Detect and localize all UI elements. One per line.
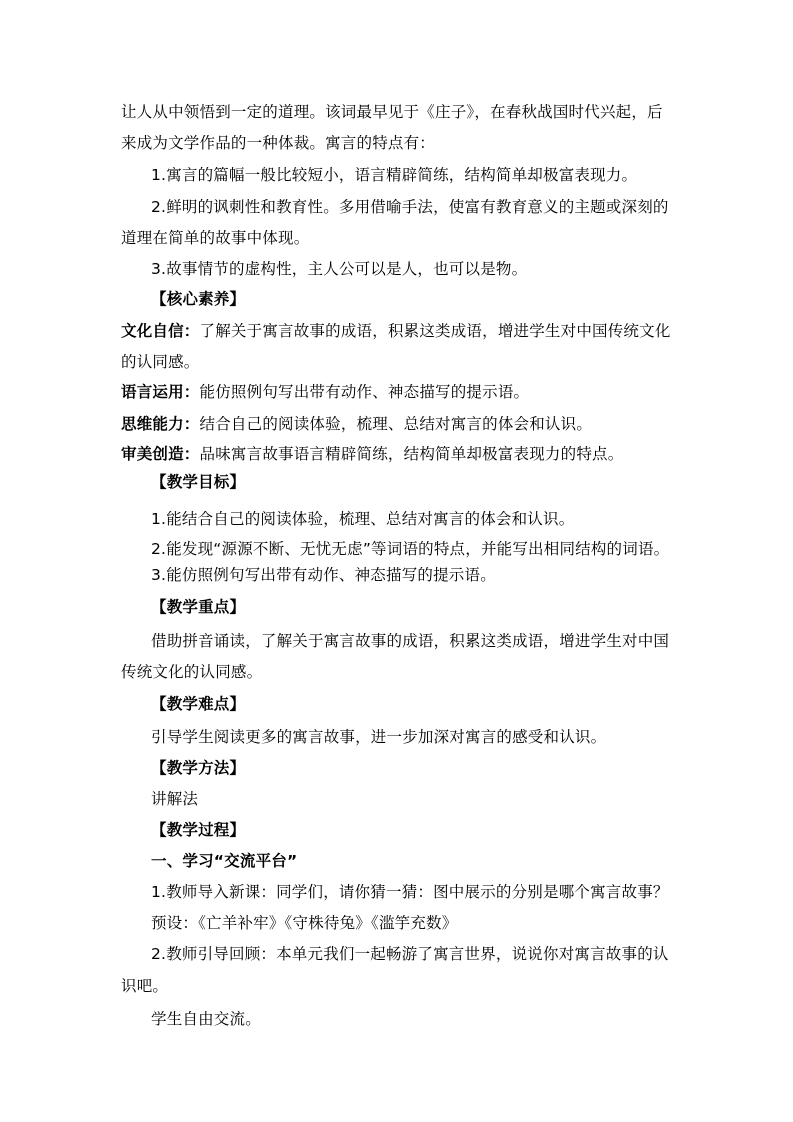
core-thinking bbox=[121, 414, 592, 434]
core-aesthetic bbox=[121, 444, 623, 464]
core-aesthetic-label: 审美创造： bbox=[121, 445, 200, 463]
core-language-text: 能仿照例句写出带有动作、神态描写的提示语。 bbox=[199, 383, 530, 401]
difficulty-heading: 【教学难点】 bbox=[151, 695, 246, 713]
process-step-2-line-1: 2.教师引导回顾：本单元我们一起畅游了寓言世界，说说你对寓言故事的认 bbox=[151, 945, 669, 963]
goal-item-2: 2.能发现“源源不断、无忧无虑”等词语的特点，并能写出相同结构的词语。 bbox=[151, 540, 670, 558]
focus-line-2: 传统文化的认同感。 bbox=[121, 663, 263, 681]
process-section-1: 一、学习“交流平台” bbox=[151, 852, 298, 870]
core-culture-line-1 bbox=[121, 321, 671, 341]
goals-heading: 【教学目标】 bbox=[151, 473, 246, 491]
feature-point-2-line-1: 2.鲜明的讽刺性和教育性。多用借喻手法，使富有教育意义的主题或深刻的 bbox=[151, 198, 669, 216]
process-preset: 预设：《亡羊补牢》《守株待兔》《滥竽充数》 bbox=[151, 914, 458, 932]
process-step-1: 1.教师导入新课：同学们，请你猜一猜：图中展示的分别是哪个寓言故事？ bbox=[151, 883, 669, 901]
feature-point-3: 3.故事情节的虚构性，主人公可以是人，也可以是物。 bbox=[151, 260, 528, 278]
core-aesthetic-text: 品味寓言故事语言精辟简练，结构简单却极富表现力的特点。 bbox=[199, 445, 624, 463]
focus-heading: 【教学重点】 bbox=[151, 598, 246, 616]
core-language-label: 语言运用： bbox=[121, 383, 200, 401]
method-text: 讲解法 bbox=[151, 790, 199, 808]
core-culture-line-2: 的认同感。 bbox=[121, 353, 200, 371]
process-heading: 【教学过程】 bbox=[151, 821, 246, 839]
goal-item-3: 3.能仿照例句写出带有动作、神态描写的提示语。 bbox=[151, 566, 496, 584]
core-thinking-label: 思维能力： bbox=[121, 415, 200, 433]
process-step-2-line-2: 识吧。 bbox=[121, 977, 169, 995]
intro-line-1: 让人从中领悟到一定的道理。该词最早见于《庄子》，在春秋战国时代兴起，后 bbox=[121, 103, 663, 121]
core-heading: 【核心素养】 bbox=[151, 290, 246, 308]
feature-point-2-line-2: 道理在简单的故事中体现。 bbox=[121, 229, 310, 247]
feature-point-1: 1.寓言的篇幅一般比较短小，语言精辟简练，结构简单却极富表现力。 bbox=[151, 166, 638, 184]
goal-item-1: 1.能结合自己的阅读体验，梳理、总结对寓言的体会和认识。 bbox=[151, 510, 575, 528]
core-culture-text: 了解关于寓言故事的成语，积累这类成语，增进学生对中国传统文化 bbox=[199, 322, 671, 340]
method-heading: 【教学方法】 bbox=[151, 759, 246, 777]
core-culture-label: 文化自信： bbox=[121, 322, 200, 340]
core-language bbox=[121, 382, 529, 402]
process-student: 学生自由交流。 bbox=[151, 1010, 261, 1028]
focus-line-1: 借助拼音诵读，了解关于寓言故事的成语，积累这类成语，增进学生对中国 bbox=[151, 632, 670, 650]
difficulty-text: 引导学生阅读更多的寓言故事，进一步加深对寓言的感受和认识。 bbox=[151, 728, 607, 746]
core-thinking-text: 结合自己的阅读体验，梳理、总结对寓言的体会和认识。 bbox=[199, 415, 593, 433]
intro-line-2: 来成为文学作品的一种体裁。寓言的特点有： bbox=[121, 134, 436, 152]
